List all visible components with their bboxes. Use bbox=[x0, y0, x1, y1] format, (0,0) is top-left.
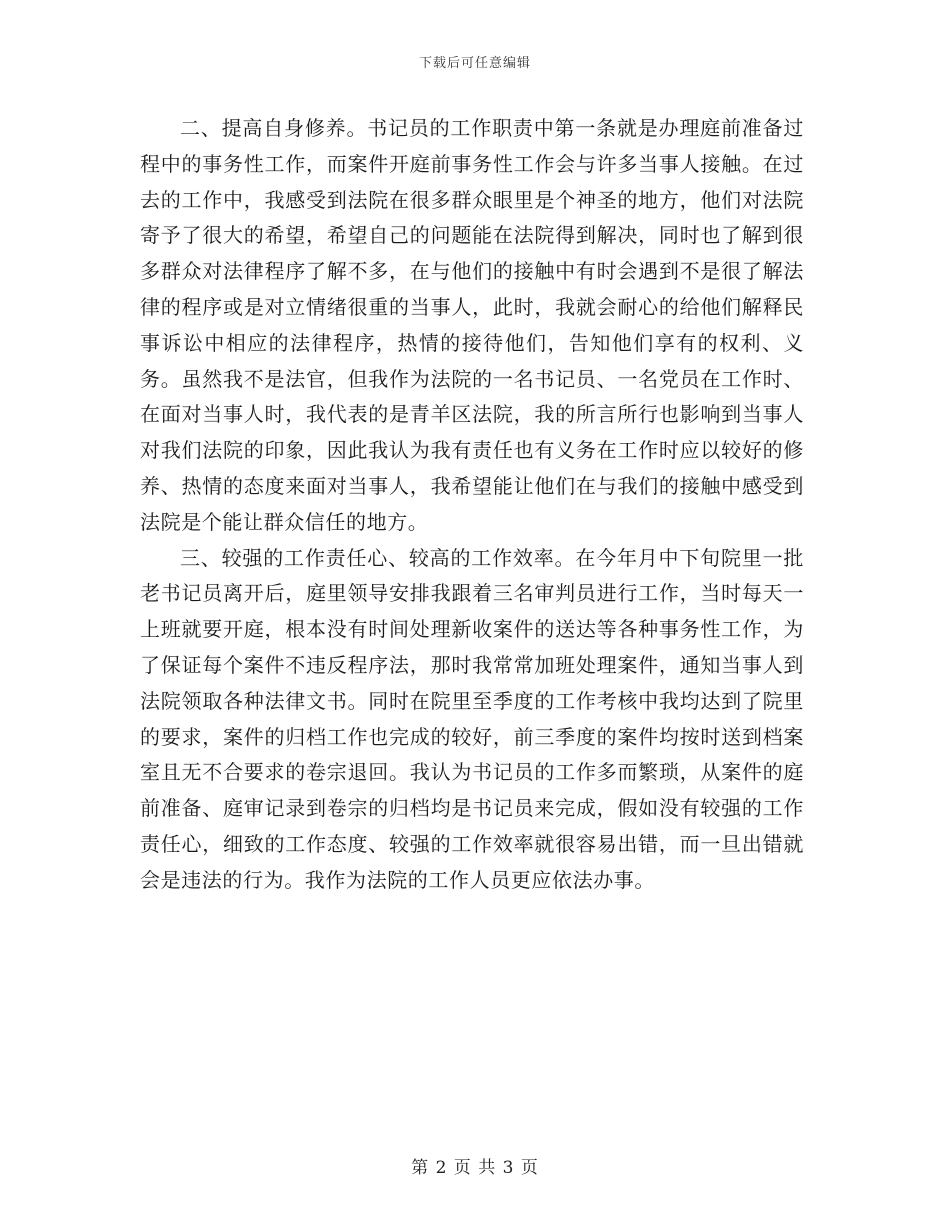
page-number-prefix: 第 bbox=[411, 1158, 430, 1178]
page-number-current: 2 bbox=[435, 1158, 448, 1178]
paragraph-work-responsibility: 三、较强的工作责任心、较高的工作效率。在今年月中下旬院里一批老书记员离开后，庭里领导安排我跟着三名审判员进行工作，当时每天一上班就要开庭，根本没有时间处理新收案件的送达等各种事务性工作，为了保证每个案件不违反程序法，那时我常常加班处理案件，通知当事人到法院领取各种法律文书。同时在院里至季度的工作考核中我均达到了院里的要求，案件的归档工作也完成的较好，前三季度的案件均按时送到档案室且无不合要求的卷宗退回。我认为书记员的工作多而繁琐，从案件的庭前准备、庭审记录到卷宗的归档均是书记员来完成，假如没有较强的工作责任心，细致的工作态度、较强的工作效率就很容易出错，而一旦出错就会是违法的行为。我作为法院的工作人员更应依法办事。 bbox=[140, 545, 804, 892]
page-number-suffix: 页 bbox=[520, 1158, 539, 1178]
page-number-middle: 页 共 bbox=[453, 1158, 497, 1178]
document-body bbox=[140, 111, 804, 899]
page-header: 下载后可任意编辑 bbox=[418, 56, 531, 71]
paragraph-self-cultivation: 二、提高自身修养。书记员的工作职责中第一条就是办理庭前准备过程中的事务性工作，而案件开庭前事务性工作会与许多当事人接触。在过去的工作中，我感受到法院在很多群众眼里是个神圣的地方，他们对法院寄予了很大的希望，希望自己的问题能在法院得到解决，同时也了解到很多群众对法律程序了解不多，在与他们的接触中有时会遇到不是很了解法律的程序或是对立情绪很重的当事人，此时，我就会耐心的给他们解释民事诉讼中相应的法律程序，热情的接待他们，告知他们享有的权利、义务。虽然我不是法官，但我作为法院的一名书记员、一名党员在工作时、在面对当事人时，我代表的是青羊区法院，我的所言所行也影响到当事人对我们法院的印象，因此我认为我有责任也有义务在工作时应以较好的修养、热情的态度来面对当事人，我希望能让他们在与我们的接触中感受到法院是个能让群众信任的地方。 bbox=[140, 116, 804, 534]
page-footer bbox=[0, 1153, 950, 1178]
page-number-total: 3 bbox=[502, 1158, 515, 1178]
